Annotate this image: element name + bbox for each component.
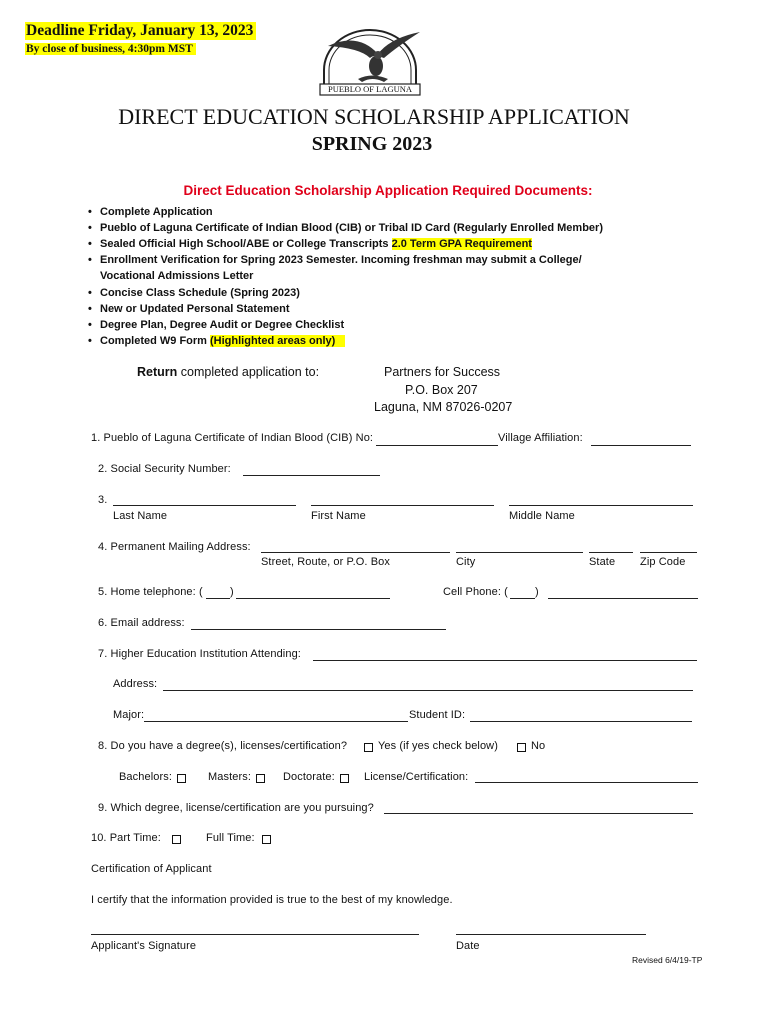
email-field[interactable] bbox=[191, 629, 446, 630]
cell-area-code-field[interactable] bbox=[510, 598, 535, 599]
no-checkbox[interactable] bbox=[517, 743, 526, 752]
return-address-line1: Partners for Success bbox=[384, 365, 501, 379]
date-field[interactable] bbox=[456, 934, 646, 935]
home-phone-label: 5. Home telephone: ( bbox=[98, 586, 203, 598]
list-item: • Pueblo of Laguna Certificate of Indian Blood (CIB) or Tribal ID Card (Regularly Enrolled Member) bbox=[88, 222, 603, 234]
cell-phone-field[interactable] bbox=[548, 598, 698, 599]
street-caption: Street, Route, or P.O. Box bbox=[261, 556, 390, 568]
list-item: • Completed W9 Form (Highlighted areas only) bbox=[100, 335, 345, 347]
major-field[interactable] bbox=[144, 721, 408, 722]
cell-phone-label: Cell Phone: ( bbox=[443, 586, 508, 598]
email-label: 6. Email address: bbox=[98, 617, 185, 629]
part-time-label: 10. Part Time: bbox=[91, 832, 161, 844]
signature-caption: Applicant's Signature bbox=[91, 940, 197, 952]
revised-note: Revised 6/4/19-TP bbox=[632, 955, 703, 965]
list-item: • Enrollment Verification for Spring 2023 Semester. Incoming freshman may submit a College/ bbox=[88, 254, 582, 266]
state-field[interactable] bbox=[589, 552, 633, 553]
institution-label: 7. Higher Education Institution Attending: bbox=[98, 648, 301, 660]
state-caption: State bbox=[589, 556, 616, 568]
village-label: Village Affiliation: bbox=[498, 432, 583, 444]
ssn-field[interactable] bbox=[243, 475, 380, 476]
full-time-label: Full Time: bbox=[206, 832, 255, 844]
certification-statement: I certify that the information provided is true to the best of my knowledge. bbox=[91, 894, 453, 906]
license-label: License/Certification: bbox=[364, 771, 469, 783]
pursuing-field[interactable] bbox=[384, 813, 693, 814]
signature-field[interactable] bbox=[91, 934, 419, 935]
mailing-address-label: 4. Permanent Mailing Address: bbox=[98, 541, 251, 553]
city-caption: City bbox=[456, 556, 476, 568]
first-name-field[interactable] bbox=[311, 505, 494, 506]
certification-heading: Certification of Applicant bbox=[91, 863, 212, 875]
institution-address-field[interactable] bbox=[163, 690, 693, 691]
list-item: • Concise Class Schedule (Spring 2023) bbox=[88, 287, 300, 299]
part-time-checkbox[interactable] bbox=[172, 835, 181, 844]
logo-text: PUEBLO OF LAGUNA bbox=[327, 84, 413, 94]
cell-paren-close: ) bbox=[535, 586, 539, 598]
home-paren-close: ) bbox=[230, 586, 234, 598]
full-time-checkbox[interactable] bbox=[262, 835, 271, 844]
middle-name-caption: Middle Name bbox=[509, 510, 575, 522]
cib-label: 1. Pueblo of Laguna Certificate of Indian Blood (CIB) No: bbox=[91, 432, 374, 444]
deadline-subtitle: By close of business, 4:30pm MST bbox=[25, 43, 196, 55]
license-field[interactable] bbox=[475, 782, 698, 783]
list-item: • Sealed Official High School/ABE or College Transcripts 2.0 Term GPA Requirement bbox=[88, 238, 532, 250]
first-name-caption: First Name bbox=[311, 510, 366, 522]
cib-field[interactable] bbox=[376, 445, 498, 446]
doctorate-checkbox[interactable] bbox=[340, 774, 349, 783]
student-id-field[interactable] bbox=[470, 721, 692, 722]
yes-checkbox[interactable] bbox=[364, 743, 373, 752]
list-item: • New or Updated Personal Statement bbox=[88, 303, 290, 315]
institution-field[interactable] bbox=[313, 660, 697, 661]
gpa-requirement-highlight: 2.0 Term GPA Requirement bbox=[391, 238, 532, 250]
list-item: • Degree Plan, Degree Audit or Degree Checklist bbox=[88, 319, 345, 331]
zip-field[interactable] bbox=[640, 552, 697, 553]
required-docs-heading: Direct Education Scholarship Application Required Documents: bbox=[183, 183, 593, 198]
major-label: Major: bbox=[113, 709, 145, 721]
deadline-title: Deadline Friday, January 13, 2023 bbox=[25, 22, 256, 40]
last-name-field[interactable] bbox=[113, 505, 296, 506]
pueblo-seal-logo bbox=[318, 24, 422, 96]
city-field[interactable] bbox=[456, 552, 583, 553]
date-caption: Date bbox=[456, 940, 480, 952]
w9-highlight: (Highlighted areas only) bbox=[210, 335, 345, 347]
yes-label: Yes (if yes check below) bbox=[378, 740, 498, 752]
ssn-label: 2. Social Security Number: bbox=[98, 463, 231, 475]
bachelors-label: Bachelors: bbox=[119, 771, 172, 783]
institution-address-label: Address: bbox=[113, 678, 158, 690]
page-subtitle: SPRING 2023 bbox=[311, 133, 433, 155]
doctorate-label: Doctorate: bbox=[283, 771, 335, 783]
no-label: No bbox=[531, 740, 546, 752]
village-field[interactable] bbox=[591, 445, 691, 446]
street-field[interactable] bbox=[261, 552, 450, 553]
zip-caption: Zip Code bbox=[640, 556, 686, 568]
pursuing-label: 9. Which degree, license/certification are you pursuing? bbox=[98, 802, 374, 814]
home-area-code-field[interactable] bbox=[206, 598, 230, 599]
last-name-caption: Last Name bbox=[113, 510, 168, 522]
list-item: Vocational Admissions Letter bbox=[100, 270, 254, 282]
masters-label: Masters: bbox=[208, 771, 251, 783]
return-address-line2: P.O. Box 207 bbox=[405, 383, 478, 397]
list-item: • Complete Application bbox=[88, 206, 213, 218]
return-label: Return completed application to: bbox=[137, 365, 320, 379]
home-phone-field[interactable] bbox=[236, 598, 390, 599]
student-id-label: Student ID: bbox=[409, 709, 466, 721]
bachelors-checkbox[interactable] bbox=[177, 774, 186, 783]
degree-question-label: 8. Do you have a degree(s), licenses/certification? bbox=[98, 740, 348, 752]
return-address-line3: Laguna, NM 87026-0207 bbox=[374, 400, 513, 414]
name-label: 3. bbox=[98, 494, 108, 506]
page-title: DIRECT EDUCATION SCHOLARSHIP APPLICATION bbox=[118, 104, 630, 129]
middle-name-field[interactable] bbox=[509, 505, 693, 506]
masters-checkbox[interactable] bbox=[256, 774, 265, 783]
